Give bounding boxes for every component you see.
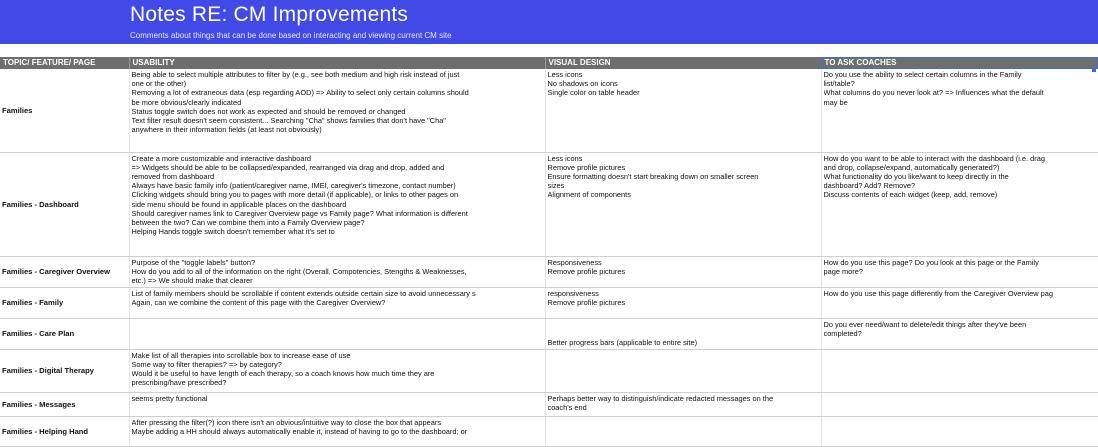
usability-line: between the two? Can we combine them into a Family Overview page? <box>131 217 365 227</box>
cell-ask[interactable] <box>821 256 1098 287</box>
visual-line: Remove profile pictures <box>547 297 626 307</box>
visual-line: Better progress bars (applicable to entire site) <box>547 337 698 347</box>
usability-line: Create a more customizable and interactive dashboard <box>131 153 312 163</box>
column-header-visual-design[interactable]: VISUAL DESIGN <box>545 57 821 69</box>
row-topic[interactable]: Families <box>0 69 129 152</box>
ask-line: Do you use the ability to select certain columns in the Family <box>823 70 1022 79</box>
visual-line <box>548 320 819 329</box>
table-row <box>0 287 1098 318</box>
cell-usability[interactable] <box>129 287 545 318</box>
visual-line: Less icons <box>547 153 583 163</box>
visual-line: sizes <box>547 181 565 191</box>
table-row <box>0 318 1098 349</box>
usability-line: After pressing the filter(?) icon there isn't an obvious/intuitive way to close the box that appears <box>131 417 442 427</box>
cell-ask[interactable] <box>821 392 1098 416</box>
usability-line: Some way to filter therapies? => by category? <box>131 359 282 369</box>
notes-table <box>0 57 1098 447</box>
cell-visual[interactable] <box>545 416 821 446</box>
visual-line: Responsiveness <box>547 257 602 267</box>
cell-visual[interactable] <box>545 392 821 416</box>
row-topic[interactable]: Families - Care Plan <box>0 318 129 349</box>
ask-line: What columns do you never look at? => Influences what the default <box>823 88 1044 98</box>
cell-usability[interactable] <box>129 416 545 446</box>
page-title: Notes RE: CM Improvements <box>130 3 409 26</box>
usability-line: Helping Hands toggle switch doesn't remember what it's set to <box>131 227 335 237</box>
cell-visual[interactable] <box>545 69 821 152</box>
visual-line: Remove profile pictures <box>547 162 626 172</box>
visual-line: Less icons <box>547 70 583 79</box>
visual-line <box>548 329 819 338</box>
visual-line: responsiveness <box>547 288 599 298</box>
usability-line: Make list of all therapies into scrollable box to increase ease of use <box>131 350 351 360</box>
ask-line: Discuss contents of each widget (keep, add, remove) <box>823 190 998 200</box>
visual-line: No shadows on icons <box>547 79 618 89</box>
usability-line: be more obvious/clearly indicated <box>131 97 242 107</box>
ask-line: dashboard? Add? Remove? <box>823 181 916 191</box>
usability-line: Being able to select multiple attributes to filter by (e.g., see both medium and high risk instead of just <box>131 70 460 79</box>
ask-line: page more? <box>823 266 863 276</box>
ask-line: How do you use this page differently from the Caregiver Overview pag <box>823 288 1053 298</box>
cell-visual[interactable] <box>545 152 821 256</box>
header-row <box>0 57 1098 69</box>
row-topic[interactable]: Families - Dashboard <box>0 152 129 256</box>
row-topic[interactable]: Families - Digital Therapy <box>0 349 129 392</box>
row-topic[interactable]: Families - Helping Hand <box>0 416 129 446</box>
table-row <box>0 349 1098 392</box>
cell-usability[interactable] <box>129 256 545 287</box>
usability-line: Maybe adding a HH should always automatically enable it, instead of having to go to the dashboard; or <box>131 426 468 436</box>
visual-line: coach's end <box>547 402 587 412</box>
visual-line: Remove profile pictures <box>547 266 626 276</box>
ask-line: What functionality do you like/want to keep directly in the <box>823 171 1009 181</box>
usability-line: Would it be useful to have length of each therapy, so a coach knows how much time they are <box>131 368 435 378</box>
usability-line: seems pretty functional <box>131 393 208 403</box>
usability-line: anywhere in their information fields (at least not obviously) <box>131 125 322 135</box>
cell-visual[interactable] <box>545 287 821 318</box>
table-row <box>0 416 1098 446</box>
column-header-topic[interactable]: TOPIC/ FEATURE/ PAGE <box>0 57 129 69</box>
usability-line: How do you add to all of the information on the right (Overall, Compotencies, Stengths & Weaknesses, <box>131 266 467 276</box>
header-banner <box>0 0 1098 44</box>
row-topic[interactable]: Families - Messages <box>0 392 129 416</box>
visual-line: Alignment of components <box>547 190 631 200</box>
ask-line: list/table? <box>823 79 855 89</box>
usability-line: Text filter result doesn't seem consistent... Searching "Cha" shows families that don't have "Cha" <box>131 116 446 126</box>
usability-line: removed from dashboard <box>131 171 215 181</box>
visual-line: Ensure formatting doesn't start breaking down on smaller screen <box>547 171 759 181</box>
usability-line: Again, can we combine the content of this page with the Caregiver Overview? <box>131 297 386 307</box>
ask-line: completed? <box>823 328 862 338</box>
column-header-to-ask-coaches[interactable]: TO ASK COACHES <box>821 57 1098 69</box>
page-subtitle: Comments about things that can be done based on interacting and viewing current CM site <box>130 31 452 40</box>
cell-visual[interactable] <box>545 256 821 287</box>
row-topic[interactable]: Families - Family <box>0 287 129 318</box>
usability-line: Always have basic family info (patient/caregiver name, IMEI, caregiver's timezone, contact number) <box>131 181 456 191</box>
usability-line: prescribing/have prescribed? <box>131 378 227 388</box>
visual-line: Single color on table header <box>547 88 640 98</box>
usability-line: Status toggle switch does not work as expected and should be removed or changed <box>131 106 406 116</box>
row-topic[interactable]: Families - Caregiver Overview <box>0 256 129 287</box>
table-row <box>0 392 1098 416</box>
usability-line: List of family members should be scrollable if content extends outside certain size to avoid unnecessary s <box>131 288 476 298</box>
cell-ask[interactable] <box>821 416 1098 446</box>
cell-usability[interactable] <box>129 152 545 256</box>
cell-ask[interactable] <box>821 349 1098 392</box>
usability-line: => Widgets should be able to be collapsed/expanded, rearranged via drag and drop, added and <box>131 162 445 172</box>
cell-ask[interactable] <box>821 287 1098 318</box>
usability-line: Should caregiver names link to Caregiver Overview page vs Family page? What information is different <box>131 208 468 218</box>
cell-ask[interactable] <box>821 69 1098 152</box>
cell-visual[interactable] <box>545 318 821 349</box>
selection-handle[interactable] <box>1092 68 1096 72</box>
ask-line: How do you want to be able to interact with the dashboard (i.e. drag <box>823 153 1045 163</box>
cell-usability[interactable] <box>129 349 545 392</box>
usability-line: Removing a lot of extraneous data (esp regarding AOD) => Ability to select only certain columns should <box>131 88 469 98</box>
visual-line: Perhaps better way to distinguish/indicate redacted messages on the <box>547 393 774 403</box>
cell-visual[interactable] <box>545 349 821 392</box>
ask-line: and drop, collapse/expand, automatically generated?) <box>823 162 1000 172</box>
table-row <box>0 256 1098 287</box>
column-header-usability[interactable]: USABILITY <box>129 57 545 69</box>
cell-ask[interactable] <box>821 318 1098 349</box>
usability-line: etc.) => We should make that clearer <box>131 275 253 285</box>
usability-line: one or the other) <box>131 79 187 89</box>
ask-line: Do you ever need/want to delete/edit things after they've been <box>823 319 1027 329</box>
cell-usability[interactable] <box>129 69 545 152</box>
cell-usability[interactable] <box>129 318 545 349</box>
ask-line: may be <box>823 97 848 107</box>
usability-line: Clicking widgets should bring you to pages with more detail (if applicable), or links to other pages on <box>131 190 459 200</box>
cell-usability[interactable] <box>129 392 545 416</box>
cell-ask[interactable] <box>821 152 1098 256</box>
table-row <box>0 69 1098 152</box>
table-row <box>0 152 1098 256</box>
usability-line: side menu should be found in applicable places on the dashboard <box>131 199 347 209</box>
ask-line: How do you use this page? Do you look at this page or the Family <box>823 257 1039 267</box>
usability-line: Purpose of the "toggle labels" button? <box>131 257 256 267</box>
